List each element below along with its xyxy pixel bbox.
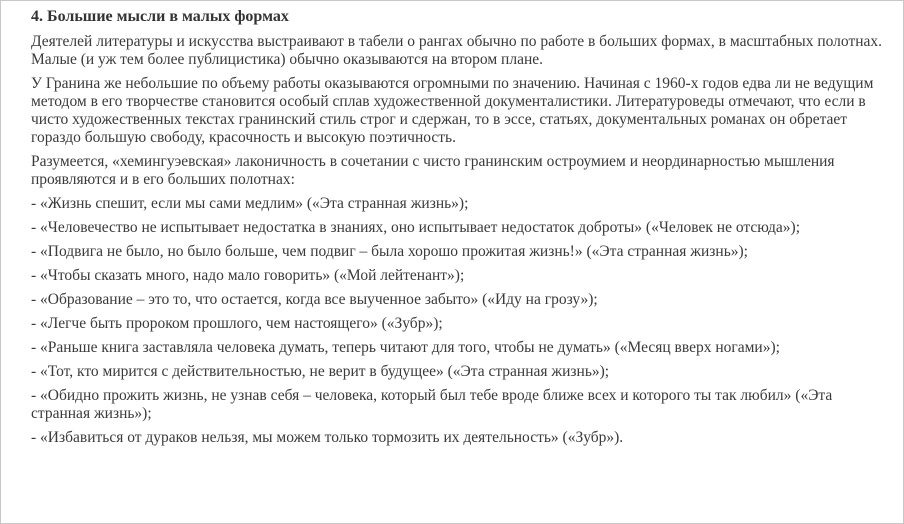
paragraph-granin: У Гранина же небольшие по объему работы оказываются огромными по значению. Начиная с 1960-х годов едва ли не ведущим методом в его творчестве становится особый сплав художественной документалистики. Литературоведы отмечают, что если в чисто художественных текстах гранинский стиль строг и сдержан, то в эссе, статьях, документальных романах он обретает гораздо большую свободу, красочность и высокую поэтичность.: [31, 75, 874, 146]
article-body: [31, 7, 889, 453]
paragraph-laconic: Разумеется, «хемингуэевская» лаконичность в сочетании с чисто гранинским остроумием и неординарностью мышления проявляются и в его больших полотнах:: [31, 153, 835, 188]
quote-item: - «Раньше книга заставляла человека думать, теперь читают для того, чтобы не думать» («Месяц вверх ногами»);: [31, 339, 780, 356]
quote-item: - «Подвига не было, но было больше, чем подвиг – была хорошо прожитая жизнь!» («Эта странная жизнь»);: [31, 243, 748, 260]
quote-item: - «Жизнь спешит, если мы сами медлим» («Эта странная жизнь»);: [31, 195, 469, 212]
quote-item: - «Обидно прожить жизнь, не узнав себя – человека, который был тебе вроде ближе всех и которого ты так любил» («Эта странная жизнь»);: [31, 387, 833, 422]
paragraph-intro: Деятелей литературы и искусства выстраивают в табели о рангах обычно по работе в больших формах, в масштабных полотнах. Малые (и уж тем более публицистика) обычно оказываются на втором плане.: [31, 33, 883, 68]
quote-item: - «Избавиться от дураков нельзя, мы можем только тормозить их деятельность» («Зубр»).: [31, 429, 624, 446]
quote-item: - «Легче быть пророком прошлого, чем настоящего» («Зубр»);: [31, 315, 443, 332]
quote-item: - «Образование – это то, что остается, когда все выученное забыто» («Иду на грозу»);: [31, 291, 598, 308]
quote-item: - «Тот, кто мирится с действительностью, не верит в будущее» («Эта странная жизнь»);: [31, 363, 610, 380]
quote-item: - «Чтобы сказать много, надо мало говорить» («Мой лейтенант»);: [31, 267, 465, 284]
section-heading: 4. Большие мысли в малых формах: [31, 8, 289, 25]
quote-item: - «Человечество не испытывает недостатка в знаниях, оно испытывает недостаток доброты» («Человек не отсюда»);: [31, 219, 800, 236]
